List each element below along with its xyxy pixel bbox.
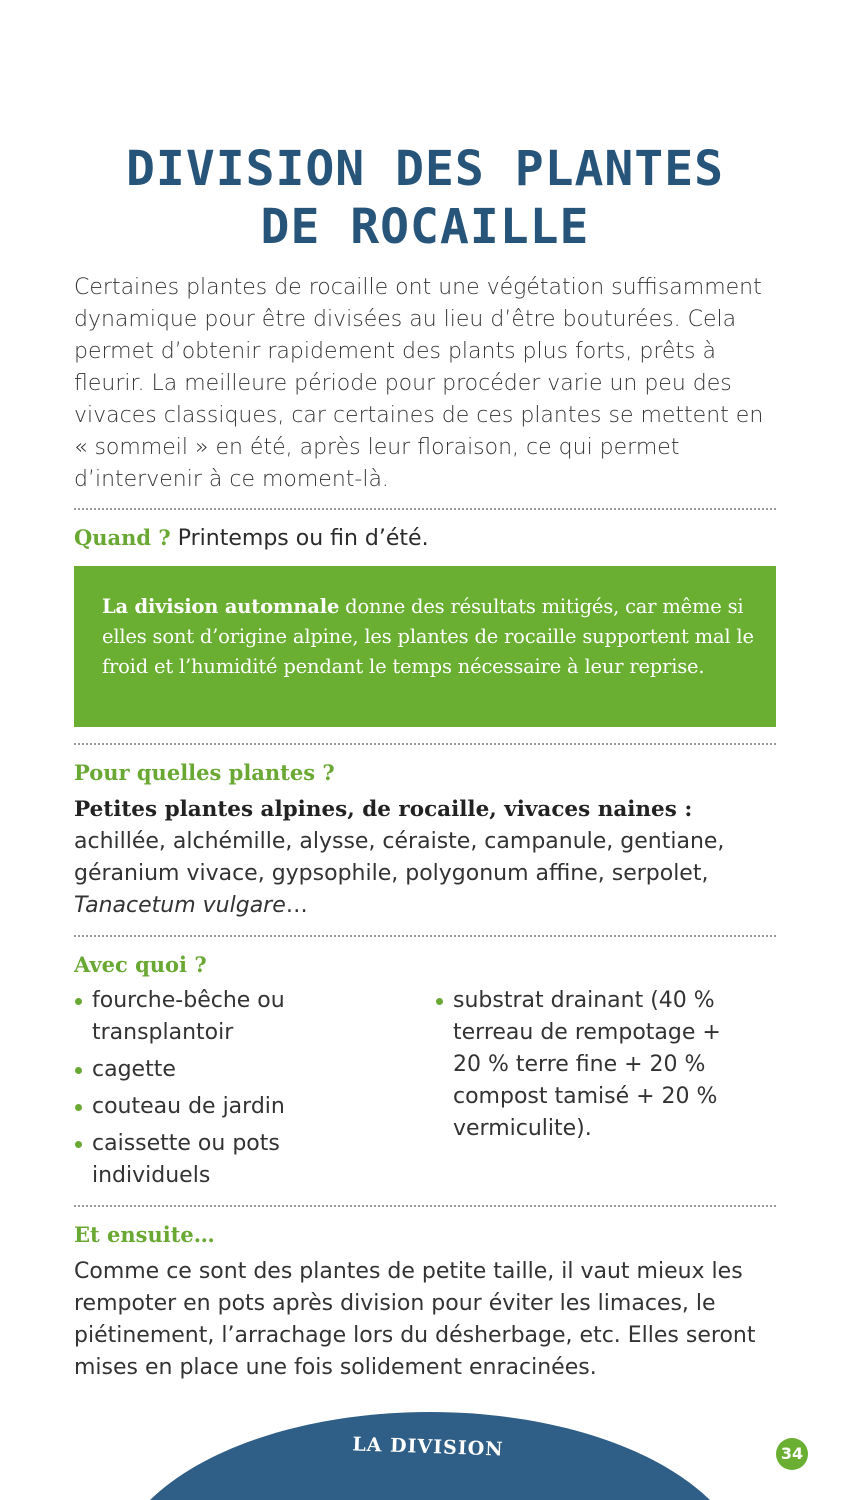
next-paragraph: Comme ce sont des plantes de petite taille, il vaut mieux les rempoter en pots après division pour éviter les limaces, le piétinement, l’arrachage lors du désherbage, etc. Elles seront mises en place une fois solidement enracinées.: [74, 1259, 756, 1380]
list-item: cagette: [74, 1054, 324, 1086]
list-item: substrat drainant (40 % terreau de rempotage + 20 % terre fine + 20 % compost tamisé + 20 % vermiculite).: [435, 985, 755, 1145]
page-title: [74, 140, 776, 256]
page-title-line-1: DIVISION DES PLANTES: [126, 141, 724, 197]
dotted-separator: [74, 1205, 776, 1207]
plants-lead: Petites plantes alpines, de rocaille, vivaces naines :: [74, 797, 693, 822]
intro-paragraph: Certaines plantes de rocaille ont une végétation suffisamment dynamique pour être divisées au lieu d’être bouturées. Cela permet d’obtenir rapidement des plants plus forts, prêts à fleurir. La meilleure période pour procéder varie un peu des vivaces classiques, car certaines de ces plantes se mettent en « sommeil » en été, après leur floraison, ce qui permet d’intervenir à ce moment-là.: [74, 275, 764, 492]
list-item: fourche-bêche ou transplantoir: [74, 985, 324, 1049]
plants-list: achillée, alchémille, alysse, céraiste, campanule, gentiane, géranium vivace, gypsophile, polygonum affine, serpolet,: [74, 829, 725, 886]
next-heading: Et ensuite…: [74, 1222, 215, 1247]
dotted-separator: [74, 508, 776, 510]
tools-list-left: [74, 985, 324, 1197]
dotted-separator: [74, 935, 776, 937]
plants-paragraph: [74, 794, 776, 922]
page-number: 34: [776, 1438, 808, 1470]
page-title-line-2: DE ROCAILLE: [260, 199, 590, 255]
tools-heading: Avec quoi ?: [74, 952, 207, 977]
plants-heading: Pour quelles plantes ?: [74, 760, 335, 785]
when-text: Printemps ou fin d’été.: [170, 526, 429, 551]
note-body: donne des résultats mitigés, car même si elles sont d’origine alpine, les plantes de rocaille supportent mal le froid et l’humidité pendant le temps nécessaire à leur reprise.: [102, 595, 754, 678]
note-text: [102, 592, 756, 682]
tools-list-right: [435, 985, 755, 1150]
list-item: couteau de jardin: [74, 1091, 324, 1123]
note-box: [74, 566, 776, 727]
dotted-separator: [74, 743, 776, 745]
list-item: caissette ou pots individuels: [74, 1128, 324, 1192]
when-label: Quand ?: [74, 525, 171, 550]
note-bold: La division automnale: [102, 595, 340, 618]
plants-suffix: …: [285, 893, 308, 918]
section-label: LA DIVISION: [352, 1433, 504, 1461]
plants-italic: Tanacetum vulgare: [74, 893, 286, 918]
when-section: [74, 522, 776, 555]
